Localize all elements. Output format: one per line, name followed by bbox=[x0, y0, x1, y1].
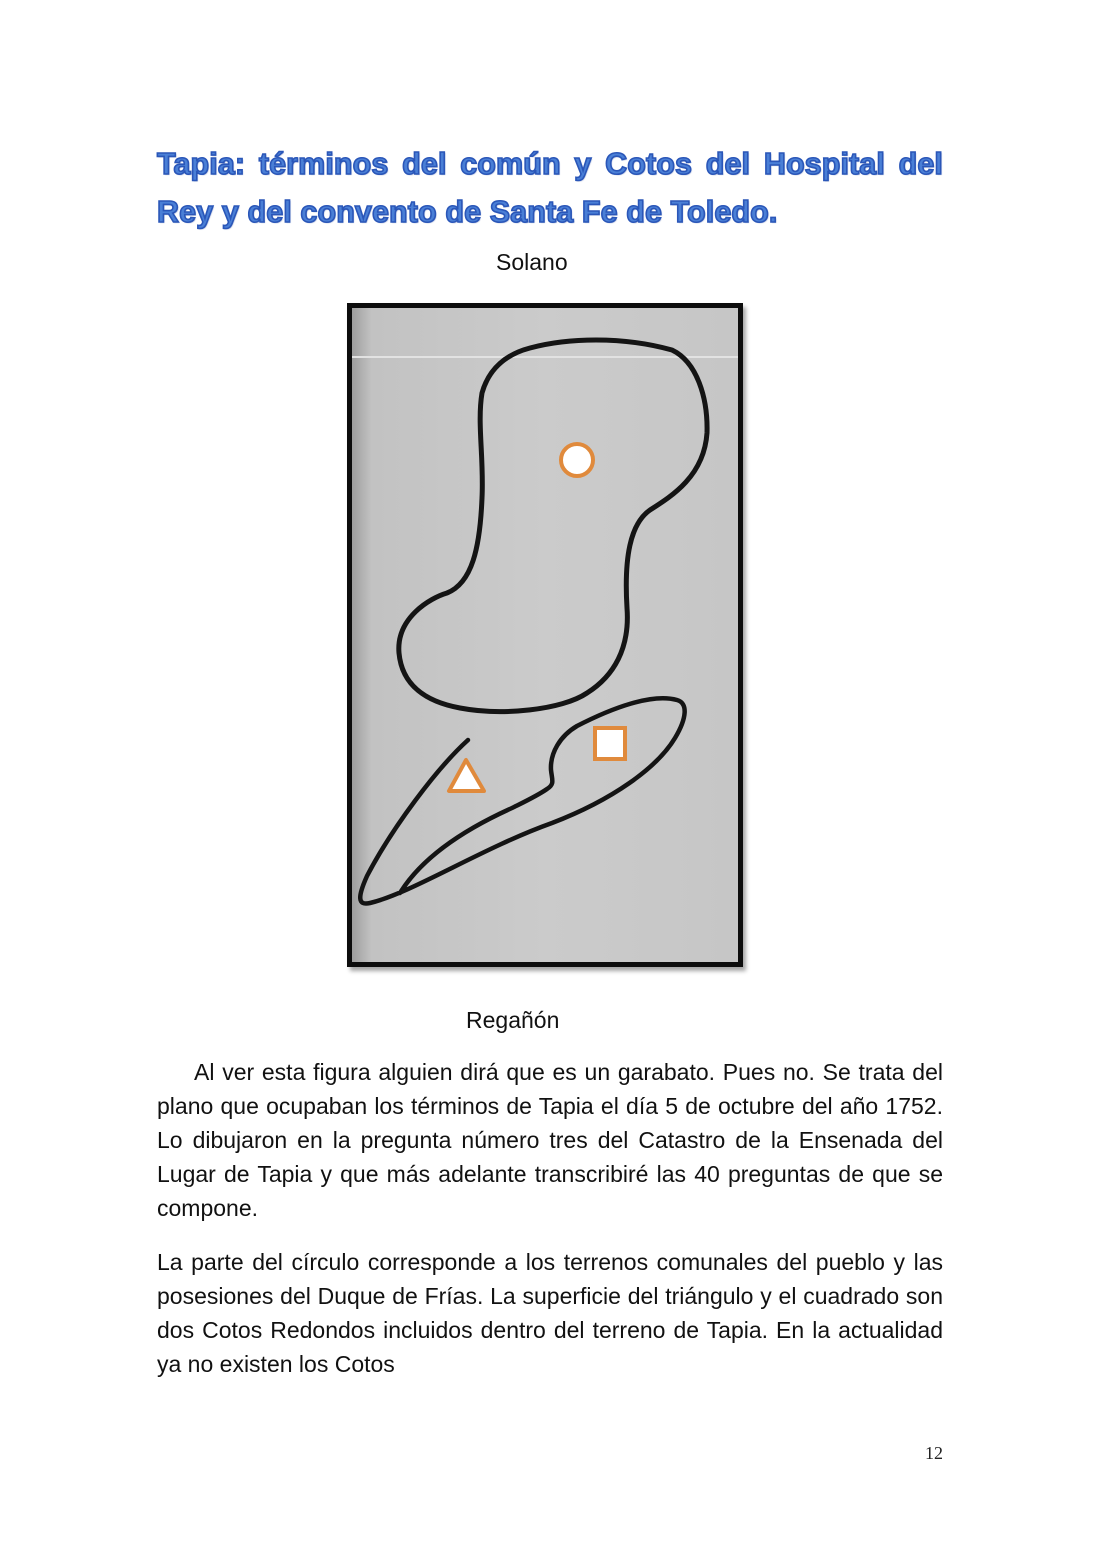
page-number: 12 bbox=[925, 1443, 943, 1463]
historical-map-figure bbox=[347, 303, 743, 967]
page-title: Tapia: términos del común y Cotos del Hospital del Rey y del convento de Santa Fe de Toledo. bbox=[157, 147, 943, 229]
circle-marker bbox=[561, 444, 593, 476]
map-paper bbox=[352, 308, 738, 962]
body-paragraph: Al ver esta figura alguien dirá que es un garabato. Pues no. Se trata del plano que ocupaban los términos de Tapia el día 5 de octubre del año 1752. Lo dibujaron en la pregunta número tres del Catastro de la Ensenada del Lugar de Tapia y que más adelante transcribiré las 40 preguntas de que se compone. bbox=[157, 1059, 943, 1221]
map-label-south: Regañón bbox=[466, 1007, 560, 1033]
body-paragraph: La parte del círculo corresponde a los terrenos comunales del pueblo y las posesiones del Duque de Frías. La superficie del triángulo y el cuadrado son dos Cotos Redondos incluidos dentro del terreno de Tapia. En la actualidad ya no existen los Cotos bbox=[157, 1249, 943, 1377]
map-label-north: Solano bbox=[496, 249, 568, 275]
map-drawing bbox=[352, 308, 738, 962]
square-marker bbox=[595, 728, 625, 759]
